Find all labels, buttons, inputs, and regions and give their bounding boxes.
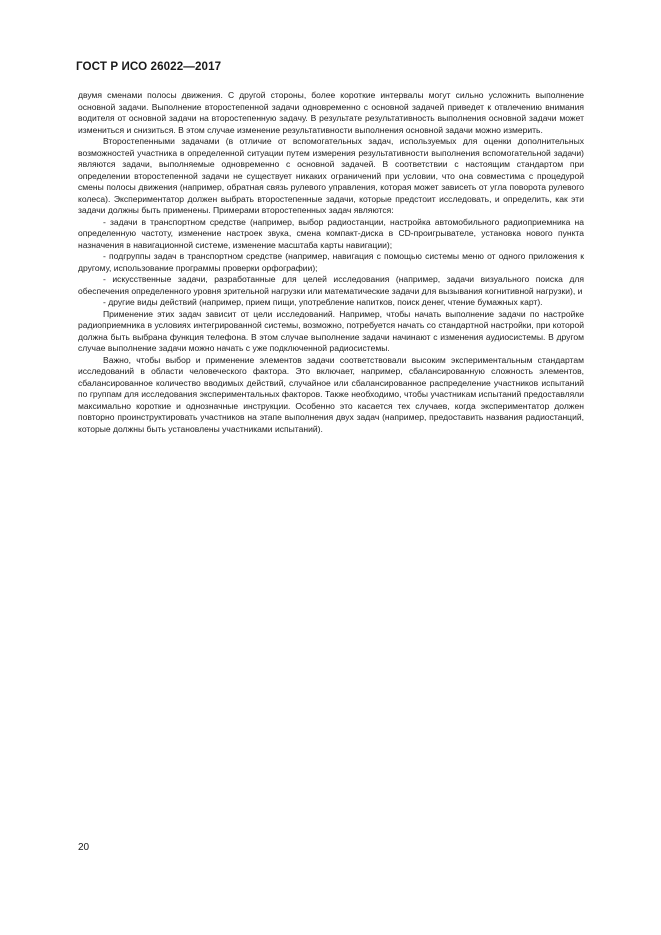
list-item-in-vehicle-tasks: - задачи в транспортном средстве (например, выбор радиостанции, настройка автомобильного радиоприемника на определенную частоту, изменение настроек звука, смена компакт-диска в CD-проигрывателе, установка нового пункта назначения в навигационной системе, изменение масштаба карты навигации); [78, 216, 584, 250]
list-item-other-activities: - другие виды действий (например, прием пищи, употребление напитков, поиск денег, чтение бумажных карт). [103, 297, 543, 307]
paragraph-task-application: Применение этих задач зависит от цели исследований. Например, чтобы начать выполнение задачи по настройке радиоприемника в условиях интегрированной системы, возможно, потребуется начать со стандартной настройки, при которой должна быть выбрана функция телефона. В этом случае выполнение задачи начинают с изменения аудиосистемы. В другом случае выполнение задачи можно начать с уже подключенной радиосистемы. [78, 308, 584, 353]
document-header: ГОСТ Р ИСО 26022—2017 [76, 60, 222, 73]
document-body [78, 90, 584, 435]
page-number: 20 [78, 842, 90, 853]
list-item-artificial-tasks: - искусственные задачи, разработанные для целей исследования (например, задачи визуального поиска для обеспечения определенного уровня зрительной нагрузки или математические задачи для вызывания когнитивной нагрузки), и [78, 274, 584, 296]
paragraph-experimental-standards: Важно, чтобы выбор и применение элементов задачи соответствовали высоким экспериментальным стандартам исследований в области человеческого фактора. Это включает, например, сбалансированную сложность элементов, сбалансированное количество вводимых действий, случайное или сбалансированное распределение участников испытаний по группам для исследования экспериментальных факторов. Также необходимо, чтобы участникам испытаний предоставляли максимально короткие и однозначные инструкции. Особенно это касается тех случаев, когда экспериментатор должен повторно проинструктировать участников на этапе выполнения двух задач (например, предоставить названия радиостанций, которые должны быть установлены участниками испытаний). [78, 354, 584, 434]
paragraph-continuation: двумя сменами полосы движения. С другой стороны, более короткие интервалы могут сильно усложнить выполнение основной задачи. Выполнение второстепенной задачи одновременно с основной задачей приведет к отвлечению внимания водителя от основной задачи на второстепенную задачу. В результате результативность выполнения основной задачи может измениться и снизиться. В этом случае изменение результативности выполнения основной задачи можно измерить. [78, 90, 584, 135]
list-item-task-subgroups: - подгруппы задач в транспортном средстве (например, навигация с помощью системы меню от одного приложения к другому, использование программы проверки орфографии); [78, 251, 584, 273]
paragraph-secondary-tasks-definition: Второстепенными задачами (в отличие от вспомогательных задач, используемых для оценки дополнительных возможностей участника в определенной ситуации путем измерения результативности выполнения вспомогательной задачи) являются задачи, выполняемые одновременно с основной задачей. В соответствии с настоящим стандартом при определении второстепенной задачи не существует никаких ограничений при условии, что она совместима с процедурой смены полосы движения (например, обратная связь рулевого управления, которая может зависеть от угла поворота рулевого колеса). Экспериментатор должен выбрать второстепенные задачи, которые предстоит исследовать, и определить, как эти задачи должны быть применены. Примерами второстепенных задач являются: [78, 136, 584, 215]
